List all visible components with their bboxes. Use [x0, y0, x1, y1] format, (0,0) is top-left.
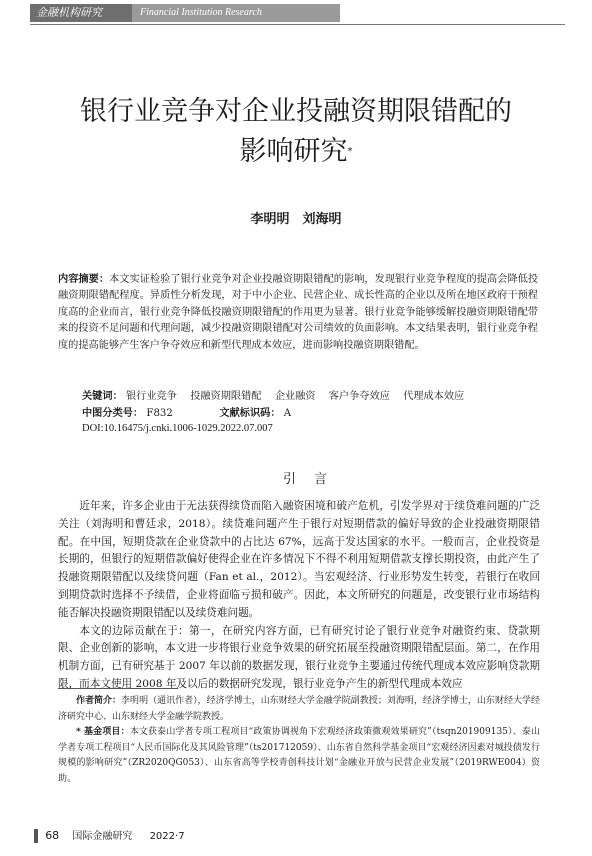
doi: DOI:10.16475/j.cnki.1006-1029.2022.07.007	[82, 423, 273, 434]
keywords-label: 关键词：	[82, 391, 123, 402]
body-text	[58, 498, 540, 694]
header-section-cn: 金融机构研究	[30, 4, 132, 22]
footer-bar	[34, 829, 38, 843]
abstract-text: 本文实证检验了银行业竞争对企业投融资期限错配的影响，发现银行业竞争程度的提高会降低投融资期限错配程度。异质性分析发现，对于中小企业、民营企业、成长性高的企业以及所在地区政府干预程度高的企业而言，银行业竞争降低投融资期限错配的作用更为显著。银行业竞争能够缓解投融资期限错配带来的投资不足问题和代理问题，减少投融资期限错配对公司绩效的负面影响。本文结果表明，银行业竞争程度的提高能够产生客户争夺效应和新型代理成本效应，进而影响投融资期限错配。	[58, 274, 539, 351]
author-bio-label: 作者简介：	[76, 696, 122, 706]
body-paragraph-1: 近年来，许多企业由于无法获得续贷而陷入融资困境和破产危机，引发学界对于续贷难问题的广泛关注（刘海明和曹廷求，2018）。续贷难问题产生于银行对短期借款的偏好导致的企业投融资期限错配。在中国，短期贷款在企业贷款中的占比达 67%，远高于发达国家的水平。一般而言，企业投资是长期的，但银行的短期借款偏好使得企业在许多情况下不得不利用短期借款支撑长期投资，由此产生了投融资期限错配以及续贷问题（Fan et al.，2012）。当宏观经济、行业形势发生转变，若银行在收回到期贷款时选择不予续借，企业将面临亏损和破产。因此，本文所研究的问题是，改变银行业市场结构能否解决投融资期限错配以及续贷难问题。	[58, 500, 540, 619]
author-bio	[58, 694, 540, 725]
section-heading-introduction: 引言	[282, 472, 345, 487]
issue-number: 2022·7	[149, 831, 185, 842]
keyword-item: 代理成本效应	[403, 391, 465, 402]
footnotes	[58, 694, 540, 788]
classification	[82, 404, 542, 419]
title-footnote-mark: *	[347, 146, 353, 157]
clc-label: 中图分类号：	[82, 408, 144, 419]
doc-code-label: 文献标识码：	[219, 408, 281, 419]
keyword-item: 企业融资	[274, 391, 316, 402]
doc-code-value: A	[283, 408, 292, 419]
fund-label: * 基金项目：	[76, 727, 130, 738]
body-paragraph-2: 本文的边际贡献在于：第一，在研究内容方面，已有研究讨论了银行业竞争对融资约束、贷款期限、企业创新的影响，本文进一步将银行业竞争效果的研究拓展至投融资期限错配层面。第二，在作用机制方面，已有研究基于 2007 年以前的数据发现，银行业竞争主要通过传统代理成本效应影响贷款期限，而本文使用 2008 年及以后的数据研究发现，银行业竞争产生的新型代理成本效应	[58, 624, 540, 690]
fund-text: 本文获泰山学者专项工程项目“政策协调视角下宏观经济政策微观效果研究”（tsqn201909135）、泰山学者专项工程项目“人民币国际化及其风险管理”（ts201712059）、山东省自然科学基金项目“宏观经济因素对城投债发行规模的影响研究”（ZR2020QG053）、山东省高等学校青创科技计划“金融业开放与民营企业发展”（2019RWE004）资助。	[58, 727, 540, 784]
keyword-item: 银行业竞争	[126, 391, 177, 402]
clc-value: F832	[146, 408, 173, 419]
authors: 李明明 刘海明	[250, 212, 342, 227]
title-line-2-text: 影响研究	[239, 136, 348, 167]
keyword-item: 客户争夺效应	[328, 391, 390, 402]
running-header	[30, 2, 565, 25]
abstract-label: 内容摘要：	[58, 274, 110, 285]
title-line-2	[0, 132, 592, 172]
article-title	[0, 92, 592, 172]
author-bio-text: 李明明（通讯作者），经济学博士，山东财经大学金融学院副教授；刘海明，经济学博士，山东财经大学经济研究中心、山东财经大学金融学院教授。	[58, 696, 540, 722]
keyword-item: 投融资期限错配	[190, 391, 262, 402]
header-section-en: Financial Institution Research	[132, 4, 340, 22]
journal-name: 国际金融研究	[72, 831, 133, 842]
footnote-divider	[58, 688, 178, 689]
title-line-1: 银行业竞争对企业投融资期限错配的	[80, 96, 512, 127]
fund-info	[58, 725, 540, 787]
keywords	[82, 387, 542, 402]
page-footer	[34, 828, 185, 844]
page-number: 68	[45, 829, 60, 842]
abstract	[58, 272, 538, 354]
